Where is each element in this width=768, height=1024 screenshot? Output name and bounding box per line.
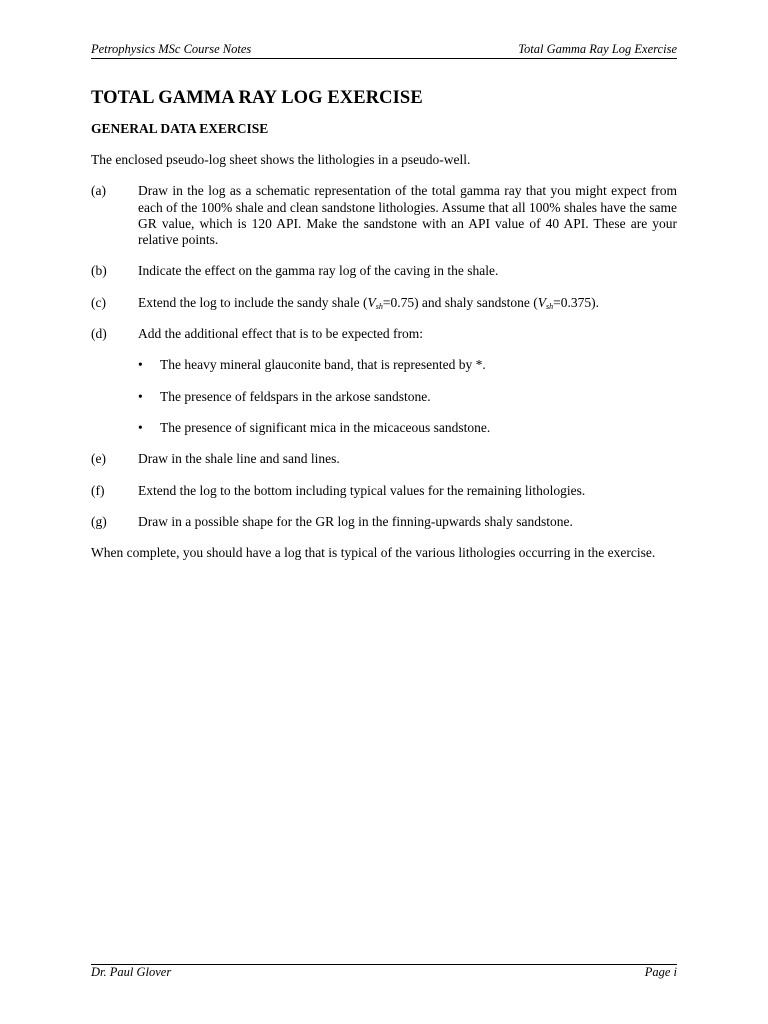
bullet-item — [138, 357, 677, 373]
page-header — [91, 42, 677, 59]
item-text: Draw in a possible shape for the GR log in the finning-upwards shaly sandstone. — [138, 513, 573, 529]
item-text-part: =0.375). — [553, 294, 600, 310]
item-text: Extend the log to the bottom including typical values for the remaining lithologies. — [138, 482, 586, 498]
list-item-d — [91, 326, 677, 342]
footer-page-number: Page i — [644, 965, 677, 979]
item-text — [138, 295, 677, 311]
item-label: (g) — [91, 513, 107, 529]
vsh-symbol: V — [367, 294, 376, 310]
item-text: Draw in the shale line and sand lines. — [138, 451, 340, 467]
list-item-b — [91, 263, 677, 279]
bullet-text: The presence of feldspars in the arkose sandstone. — [160, 388, 431, 404]
list-item-e — [91, 451, 677, 467]
bullet-item — [138, 420, 677, 436]
item-label: (d) — [91, 326, 107, 342]
vsh-subscript: sh — [375, 301, 383, 311]
section-heading: GENERAL DATA EXERCISE — [91, 121, 269, 136]
bullet-icon: • — [138, 357, 143, 373]
footer-author: Dr. Paul Glover — [91, 965, 172, 979]
item-label: (e) — [91, 451, 106, 467]
closing-paragraph: When complete, you should have a log that is typical of the various lithologies occurring in the exercise. — [91, 545, 656, 561]
item-label: (b) — [91, 263, 107, 279]
bullet-text: The heavy mineral glauconite band, that is represented by *. — [160, 357, 486, 373]
list-item-a — [91, 183, 677, 248]
list-item-g — [91, 514, 677, 530]
item-label: (f) — [91, 482, 105, 498]
list-item-f — [91, 483, 677, 499]
bullet-icon: • — [138, 419, 143, 435]
item-text-part: Extend the log to include the sandy shale ( — [138, 294, 368, 310]
page-footer — [91, 964, 677, 980]
header-document-title: Total Gamma Ray Log Exercise — [518, 42, 677, 56]
intro-paragraph: The enclosed pseudo-log sheet shows the lithologies in a pseudo-well. — [91, 152, 471, 167]
bullet-text: The presence of significant mica in the micaceous sandstone. — [160, 419, 491, 435]
bullet-item — [138, 389, 677, 405]
item-label: (a) — [91, 183, 106, 199]
item-text-part: =0.75) and shaly sandstone ( — [382, 294, 538, 310]
list-item-c — [91, 295, 677, 311]
item-label: (c) — [91, 294, 106, 310]
page-content — [91, 87, 677, 561]
item-text: Indicate the effect on the gamma ray log of the caving in the shale. — [138, 263, 499, 279]
bullet-icon: • — [138, 388, 143, 404]
vsh-subscript: sh — [546, 301, 554, 311]
item-text: Add the additional effect that is to be expected from: — [138, 326, 424, 342]
header-course-title: Petrophysics MSc Course Notes — [91, 42, 252, 56]
page-title: TOTAL GAMMA RAY LOG EXERCISE — [91, 88, 423, 108]
item-text: Draw in the log as a schematic representation of the total gamma ray that you might expect from each of the 100% shale and clean sandstone lithologies. Assume that all 100% shales have the same GR value, which is 120 API. Make the sandstone with an API value of 40 API. These are your relative points. — [138, 183, 677, 248]
vsh-symbol: V — [537, 294, 547, 310]
